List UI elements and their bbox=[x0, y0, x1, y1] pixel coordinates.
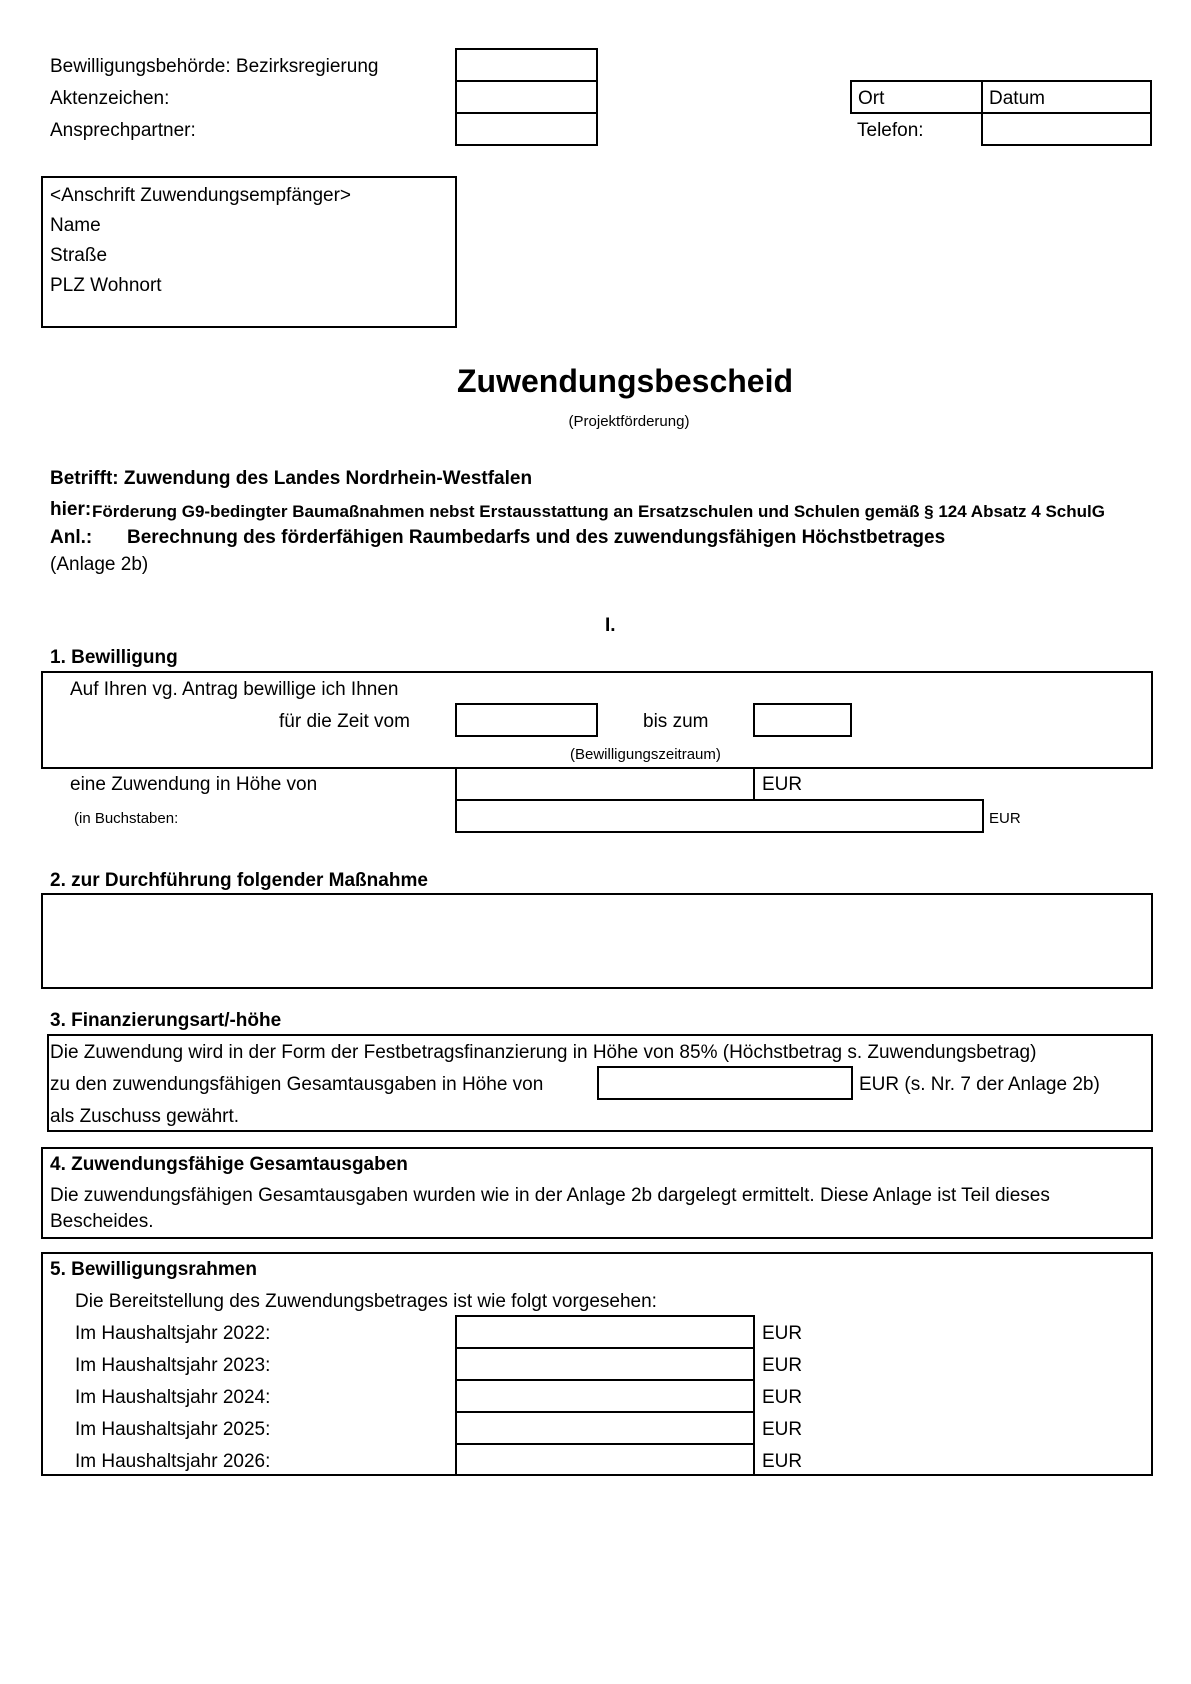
s1-intro-text: Auf Ihren vg. Antrag bewillige ich Ihnen bbox=[70, 679, 399, 700]
subject-hier-label: hier: bbox=[50, 499, 92, 520]
phone-label: Telefon: bbox=[857, 120, 924, 141]
section-5-heading: 5. Bewilligungsrahmen bbox=[50, 1259, 257, 1280]
s5-year-currency: EUR bbox=[762, 1419, 803, 1440]
s5-year-currency: EUR bbox=[762, 1387, 803, 1408]
s4-text-line-1: Die zuwendungsfähigen Gesamtausgaben wurden wie in der Anlage 2b dargelegt ermittelt. Diese Anlage ist Teil dieses bbox=[50, 1185, 1050, 1206]
budget-2024-field[interactable] bbox=[455, 1379, 755, 1413]
place-field[interactable] bbox=[850, 80, 983, 114]
s1-words-currency: EUR bbox=[989, 810, 1021, 827]
section-4-heading: 4. Zuwendungsfähige Gesamtausgaben bbox=[50, 1154, 408, 1175]
s3-line-3: als Zuschuss gewährt. bbox=[50, 1106, 240, 1127]
place-label: Ort bbox=[858, 88, 885, 109]
s5-year-label: Im Haushaltsjahr 2023: bbox=[75, 1355, 271, 1376]
budget-2026-field[interactable] bbox=[455, 1443, 755, 1476]
subject-anl-label: Anl.: bbox=[50, 527, 93, 548]
s1-amount-currency: EUR bbox=[762, 774, 803, 795]
recipient-address-box[interactable] bbox=[41, 176, 457, 328]
s5-year-currency: EUR bbox=[762, 1355, 803, 1376]
page-title: Zuwendungsbescheid bbox=[456, 363, 794, 399]
s5-year-label: Im Haushaltsjahr 2026: bbox=[75, 1451, 271, 1472]
s5-year-label: Im Haushaltsjahr 2024: bbox=[75, 1387, 271, 1408]
s5-year-currency: EUR bbox=[762, 1323, 803, 1344]
recipient-line-3: Straße bbox=[50, 245, 108, 266]
total-expenditure-field[interactable] bbox=[597, 1066, 853, 1100]
period-to-field[interactable] bbox=[753, 703, 852, 737]
recipient-line-4: PLZ Wohnort bbox=[50, 275, 162, 296]
authority-field[interactable] bbox=[455, 48, 598, 82]
grant-amount-field[interactable] bbox=[455, 767, 755, 801]
s1-to-label: bis zum bbox=[643, 711, 709, 732]
s5-intro: Die Bereitstellung des Zuwendungsbetrages ist wie folgt vorgesehen: bbox=[75, 1291, 657, 1312]
subject-betrifft: Betrifft: Zuwendung des Landes Nordrhein-Westfalen bbox=[50, 468, 533, 489]
file-number-label: Aktenzeichen: bbox=[50, 88, 170, 109]
s3-line-1: Die Zuwendung wird in der Form der Festbetragsfinanzierung in Höhe von 85% (Höchstbetrag s. Zuwendungsbetrag) bbox=[50, 1042, 1037, 1063]
s4-text-line-2: Bescheides. bbox=[50, 1211, 154, 1232]
authority-label: Bewilligungsbehörde: Bezirksregierung bbox=[50, 56, 379, 77]
s3-line-2: zu den zuwendungsfähigen Gesamtausgaben in Höhe von bbox=[50, 1074, 544, 1095]
s3-line-2-suffix: EUR (s. Nr. 7 der Anlage 2b) bbox=[859, 1074, 1100, 1095]
section-roman-numeral: I. bbox=[605, 615, 616, 636]
section-3-heading: 3. Finanzierungsart/-höhe bbox=[50, 1010, 282, 1031]
subject-hier-text: Förderung G9-bedingter Baumaßnahmen nebst Erstausstattung an Ersatzschulen und Schulen gemäß § 124 Absatz 4 SchulG bbox=[92, 502, 1105, 521]
phone-field[interactable] bbox=[981, 112, 1152, 146]
budget-2025-field[interactable] bbox=[455, 1411, 755, 1445]
contact-label: Ansprechpartner: bbox=[50, 120, 196, 141]
s1-period-note: (Bewilligungszeitraum) bbox=[570, 746, 721, 763]
subject-anl-text: Berechnung des förderfähigen Raumbedarfs und des zuwendungsfähigen Höchstbetrages bbox=[127, 527, 946, 548]
grant-amount-words-field[interactable] bbox=[455, 799, 984, 833]
contact-field[interactable] bbox=[455, 112, 598, 146]
subject-anl-ref: (Anlage 2b) bbox=[50, 554, 149, 575]
recipient-line-1: <Anschrift Zuwendungsempfänger> bbox=[50, 185, 352, 206]
s1-from-label: für die Zeit vom bbox=[279, 711, 410, 732]
recipient-line-2: Name bbox=[50, 215, 101, 236]
section-1-heading: 1. Bewilligung bbox=[50, 647, 178, 668]
budget-2022-field[interactable] bbox=[455, 1315, 755, 1349]
s1-words-label: (in Buchstaben: bbox=[74, 810, 179, 827]
date-label: Datum bbox=[989, 88, 1045, 109]
file-number-field[interactable] bbox=[455, 80, 598, 114]
page-subtitle: (Projektförderung) bbox=[568, 413, 690, 430]
s1-amount-label: eine Zuwendung in Höhe von bbox=[70, 774, 318, 795]
s5-year-label: Im Haushaltsjahr 2022: bbox=[75, 1323, 271, 1344]
section-2-heading: 2. zur Durchführung folgender Maßnahme bbox=[50, 870, 428, 891]
measure-description-field[interactable] bbox=[41, 893, 1153, 989]
s5-year-currency: EUR bbox=[762, 1451, 803, 1472]
s5-year-label: Im Haushaltsjahr 2025: bbox=[75, 1419, 271, 1440]
budget-2023-field[interactable] bbox=[455, 1347, 755, 1381]
date-field[interactable] bbox=[981, 80, 1152, 114]
period-from-field[interactable] bbox=[455, 703, 598, 737]
